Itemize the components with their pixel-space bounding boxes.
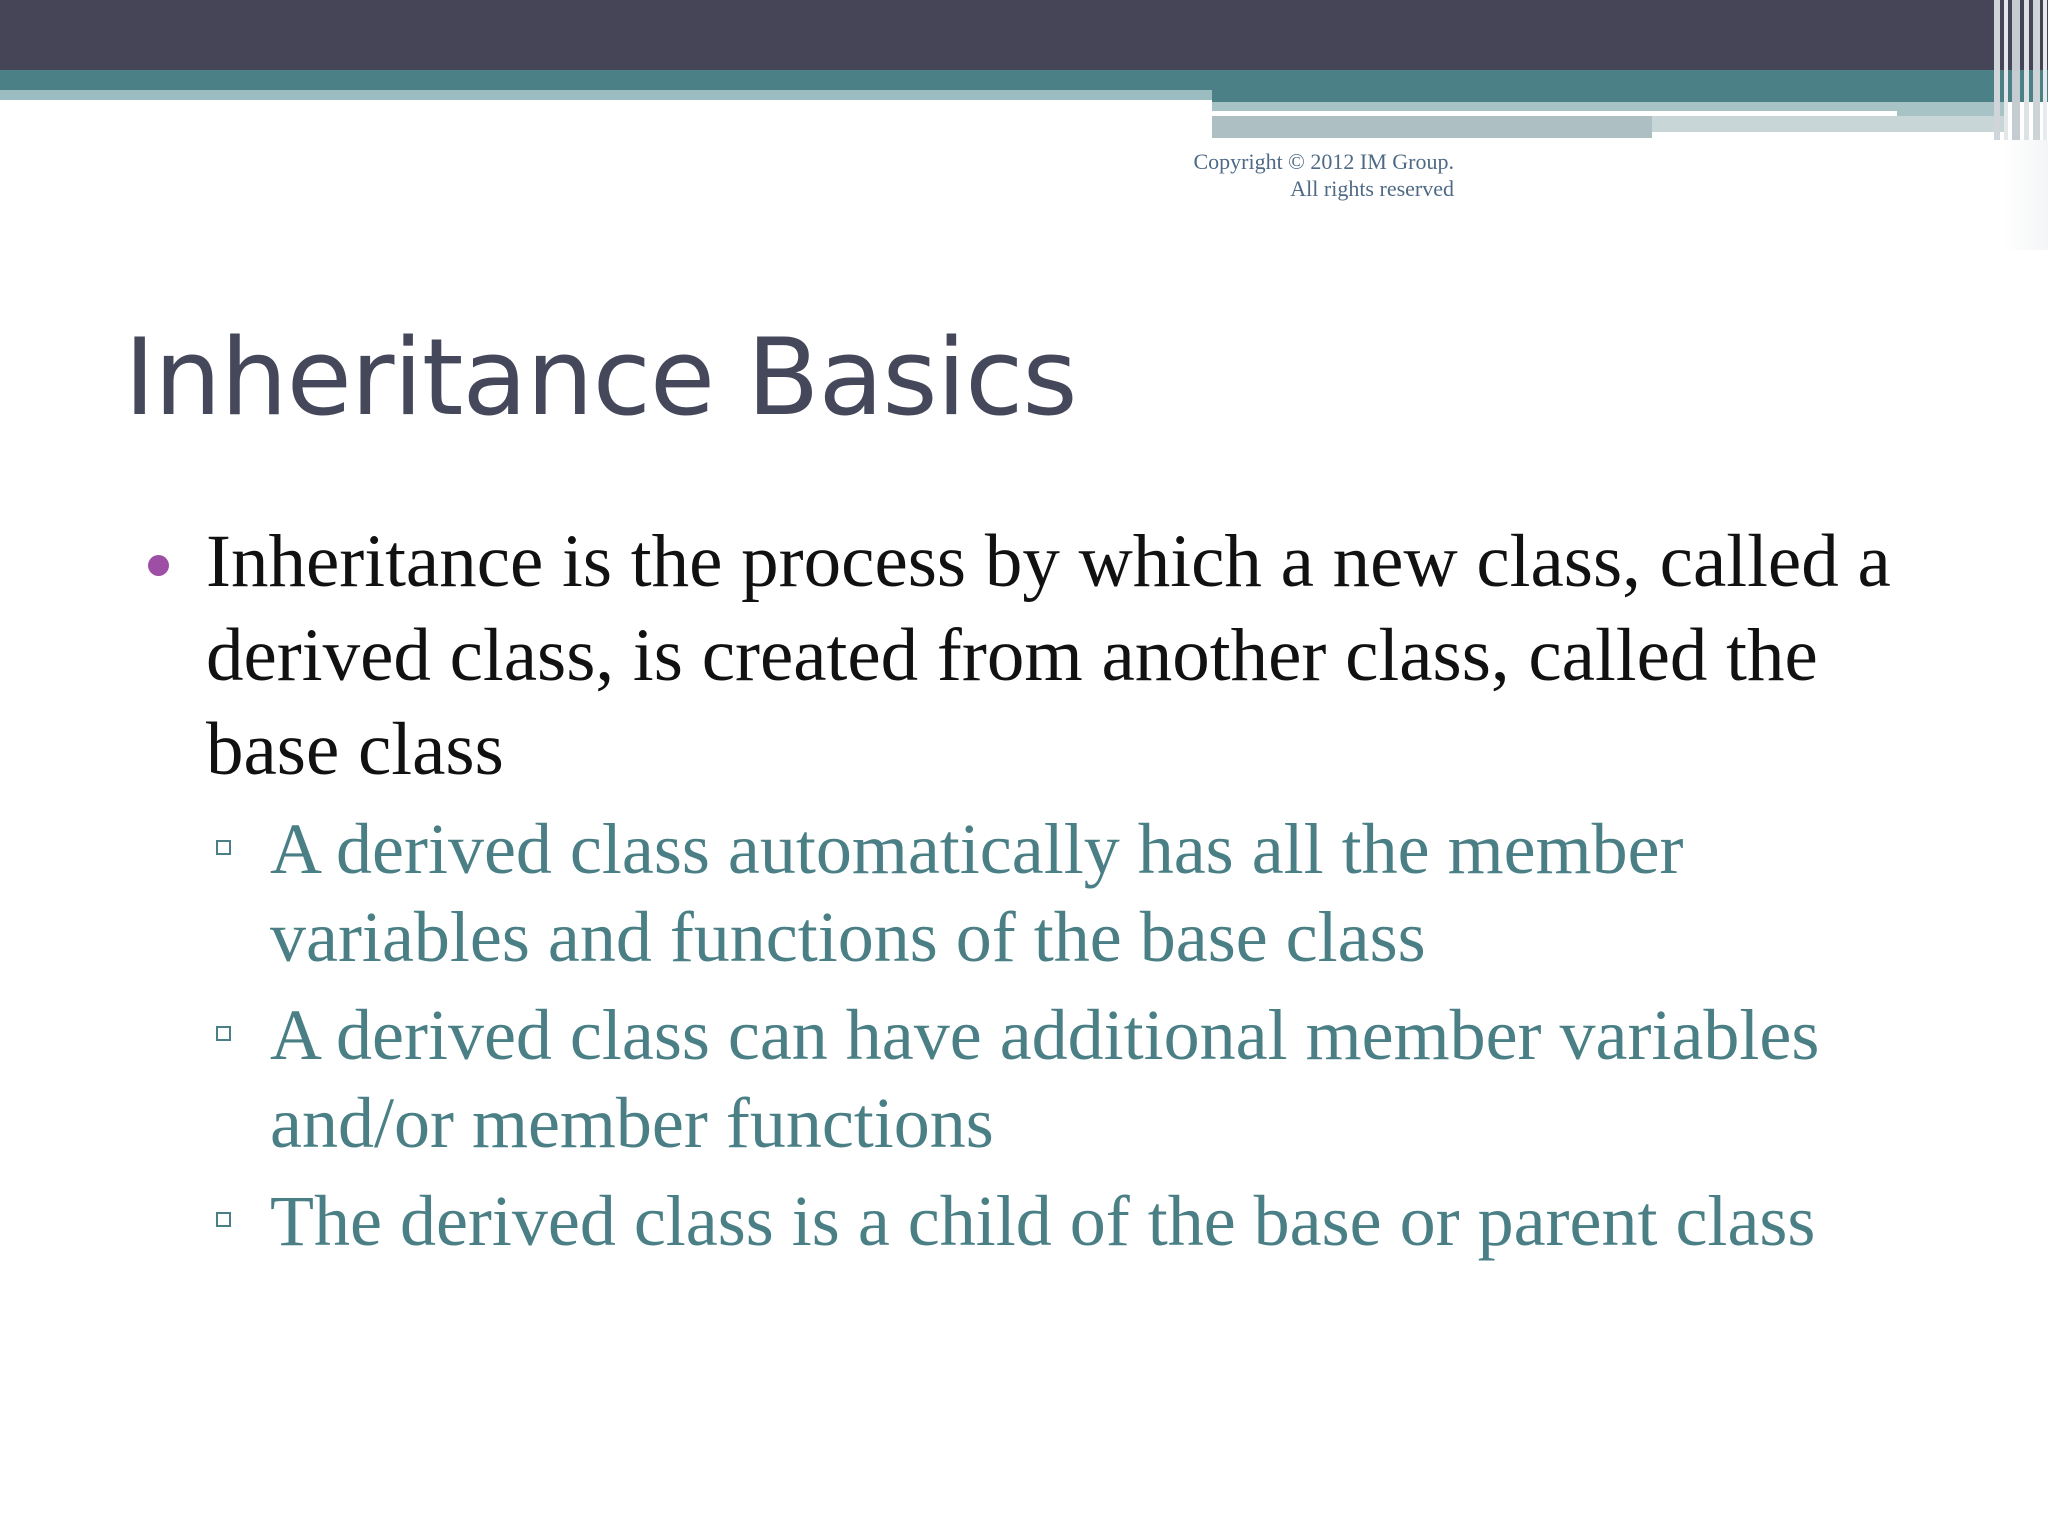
sub-bullet-text: A derived class automatically has all the member variables and functions of the base class [270,809,1684,977]
bullet-dot-icon [148,555,169,576]
sub-bullet-text: The derived class is a child of the base or parent class [270,1181,1816,1261]
bullet-item [146,515,1926,797]
copyright-notice: Copyright © 2012 IM Group. All rights reserved [1193,149,1454,201]
header-light-band-left [0,90,1212,100]
slide-title: Inheritance Basics [124,316,1077,439]
sub-bullet-item [270,805,1926,981]
slide-body [146,515,1926,1275]
header-dark-band [0,0,2048,70]
square-bullet-icon [216,840,231,855]
bullet-text: Inheritance is the process by which a new class, called a derived class, is created from another class, called the base class [206,520,1891,791]
header-teal-band-right [1212,90,2048,102]
sub-bullet-list [146,805,1926,1265]
right-edge-fade [2004,140,2048,250]
square-bullet-icon [216,1026,231,1041]
square-bullet-icon [216,1212,231,1227]
sub-bullet-item [270,991,1926,1167]
sub-bullet-text: A derived class can have additional member variables and/or member functions [270,995,1820,1163]
header-grey-band-2 [1652,116,2007,132]
header-right-stripes [1992,0,2048,140]
sub-bullet-item [270,1177,1926,1265]
header-teal-band [0,70,2048,90]
header-grey-band [1212,116,1652,138]
